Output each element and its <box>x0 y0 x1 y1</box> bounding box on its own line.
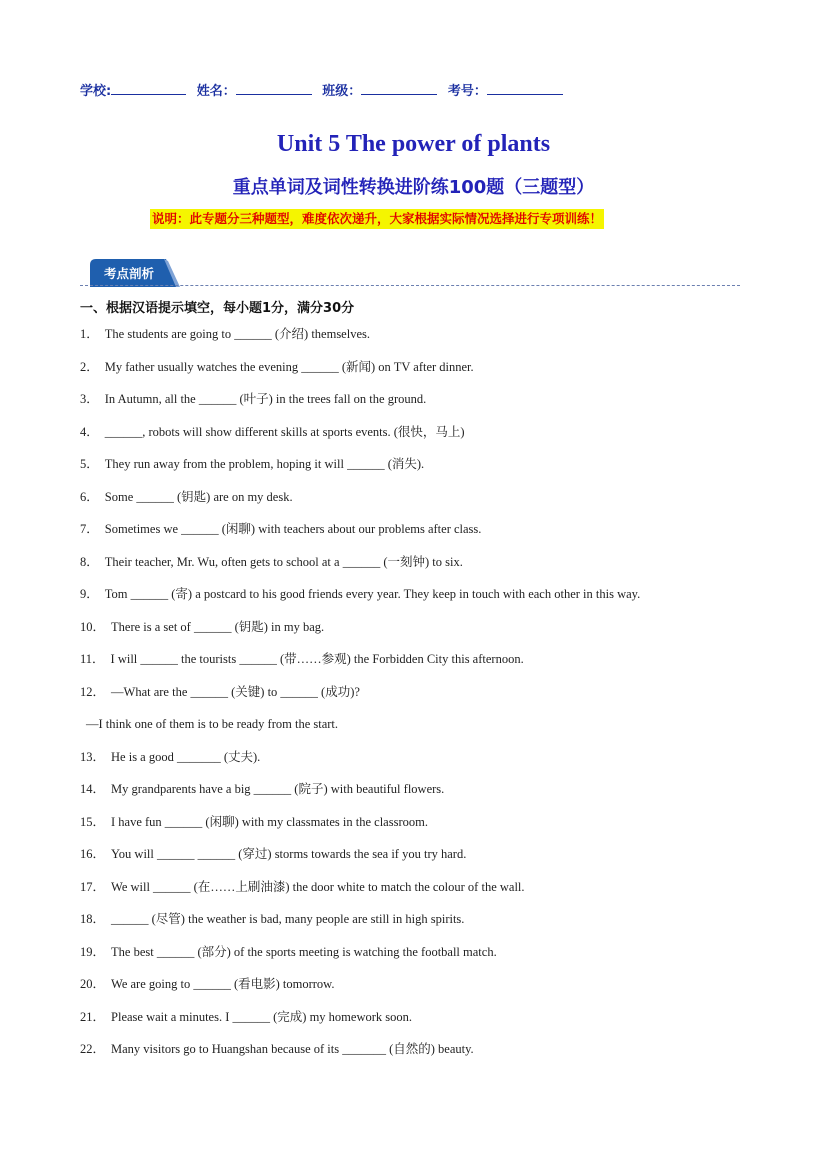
question-number: 9． <box>80 587 99 601</box>
school-blank[interactable] <box>111 83 186 95</box>
question-item <box>80 325 760 358</box>
question-text: I will ______ the tourists ______ (带……参观) the Forbidden City this afternoon. <box>110 652 524 666</box>
question-number: 2． <box>80 359 99 374</box>
question-number: 15． <box>80 814 106 829</box>
question-number: 21． <box>80 1009 106 1024</box>
class-label: 班级： <box>322 84 362 99</box>
question-text: Their teacher, Mr. Wu, often gets to school at a ______ (一刻钟) to six. <box>104 554 463 569</box>
question-text: In Autumn, all the ______ (叶子) in the trees fall on the ground. <box>104 392 427 406</box>
question-text: My grandparents have a big ______ (院子) with beautiful flowers. <box>111 782 445 796</box>
question-text: —What are the ______ (关键) to ______ (成功)? <box>111 684 360 699</box>
question-number: 20． <box>80 977 106 991</box>
question-item <box>80 878 760 911</box>
class-field <box>322 80 437 99</box>
question-item <box>80 650 760 683</box>
question-item <box>80 910 760 943</box>
question-text: ______, robots will show different skills at sports events. (很快，马上) <box>104 424 465 439</box>
question-item <box>80 618 760 651</box>
question-text: The students are going to ______ (介绍) themselves. <box>104 327 370 341</box>
question-number: 14． <box>80 782 106 796</box>
question-text: They run away from the problem, hoping it will ______ (消失). <box>104 457 425 471</box>
name-blank[interactable] <box>236 83 312 95</box>
question-item <box>80 488 760 521</box>
section-divider <box>80 285 740 286</box>
question-item <box>80 975 760 1008</box>
question-list <box>80 325 760 1073</box>
question-item <box>80 553 760 586</box>
question-text: We will ______ (在……上刷油漆) the door white to match the colour of the wall. <box>111 879 525 894</box>
instruction-note: 说明：此专题分三种题型，难度依次递升，大家根据实际情况选择进行专项训练！ <box>150 209 604 229</box>
question-item <box>80 943 760 976</box>
question-item <box>80 1008 760 1041</box>
question-item <box>80 390 760 423</box>
question-item <box>80 423 760 456</box>
question-item <box>80 520 760 553</box>
exam-number-blank[interactable] <box>487 83 563 95</box>
name-label: 姓名： <box>196 84 236 99</box>
school-field <box>80 80 186 99</box>
question-text: Some ______ (钥匙) are on my desk. <box>104 489 293 504</box>
question-item <box>80 748 760 781</box>
exam-number-field <box>448 80 563 99</box>
question-item <box>80 358 760 391</box>
section-tab-label: 考点剖析 <box>104 266 155 281</box>
question-item <box>80 683 760 716</box>
question-number: 7． <box>80 522 99 536</box>
question-text: Tom ______ (寄) a postcard to his good friends every year. They keep in touch with each other in this way. <box>104 587 641 601</box>
question-number: 12． <box>80 684 106 699</box>
question-number: 11． <box>80 652 105 666</box>
question-number: 1． <box>80 327 99 341</box>
question-item <box>80 585 760 618</box>
student-info-line <box>80 80 569 99</box>
question-number: 18． <box>80 912 106 926</box>
question-number: 10． <box>80 619 106 634</box>
question-number: 6． <box>80 489 99 504</box>
section-tab <box>90 259 178 287</box>
question-item <box>80 1040 760 1073</box>
question-number: 4． <box>80 424 99 439</box>
question-text: The best ______ (部分) of the sports meeting is watching the football match. <box>111 944 497 959</box>
question-number: 16． <box>80 847 106 861</box>
question-item <box>80 455 760 488</box>
question-text: He is a good _______ (丈夫). <box>111 749 261 764</box>
question-number: 13． <box>80 749 106 764</box>
question-text: Sometimes we ______ (闲聊) with teachers about our problems after class. <box>104 522 482 536</box>
question-text: Many visitors go to Huangshan because of its _______ (自然的) beauty. <box>111 1042 474 1056</box>
class-blank[interactable] <box>361 83 437 95</box>
question-text: Please wait a minutes. I ______ (完成) my homework soon. <box>111 1009 413 1024</box>
page-title: Unit 5 The power of plants <box>276 131 551 157</box>
school-label: 学校: <box>80 84 112 99</box>
question-item <box>80 813 760 846</box>
question-number: 5． <box>80 457 99 471</box>
question-item <box>80 780 760 813</box>
question-text: —I think one of them is to be ready from the start. <box>86 717 339 731</box>
question-text: I have fun ______ (闲聊) with my classmates in the classroom. <box>111 814 428 829</box>
question-number: 19． <box>80 944 106 959</box>
question-item <box>80 845 760 878</box>
question-number: 22． <box>80 1042 106 1056</box>
question-text: ______ (尽管) the weather is bad, many people are still in high spirits. <box>111 912 465 926</box>
page-subtitle: 重点单词及词性转换进阶练100题（三题型） <box>232 177 595 198</box>
exam-number-label: 考号： <box>447 84 487 99</box>
question-text: There is a set of ______ (钥匙) in my bag. <box>111 619 325 634</box>
part-heading: 一、根据汉语提示填空，每小题1分，满分30分 <box>80 301 355 316</box>
question-number: 3． <box>80 392 99 406</box>
question-text: We are going to ______ (看电影) tomorrow. <box>111 977 335 991</box>
question-text: You will ______ ______ (穿过) storms towards the sea if you try hard. <box>111 847 467 861</box>
question-text: My father usually watches the evening ______ (新闻) on TV after dinner. <box>104 359 474 374</box>
question-number: 17． <box>80 879 106 894</box>
question-number: 8． <box>80 554 99 569</box>
question-item <box>80 715 760 748</box>
name-field <box>197 80 312 99</box>
